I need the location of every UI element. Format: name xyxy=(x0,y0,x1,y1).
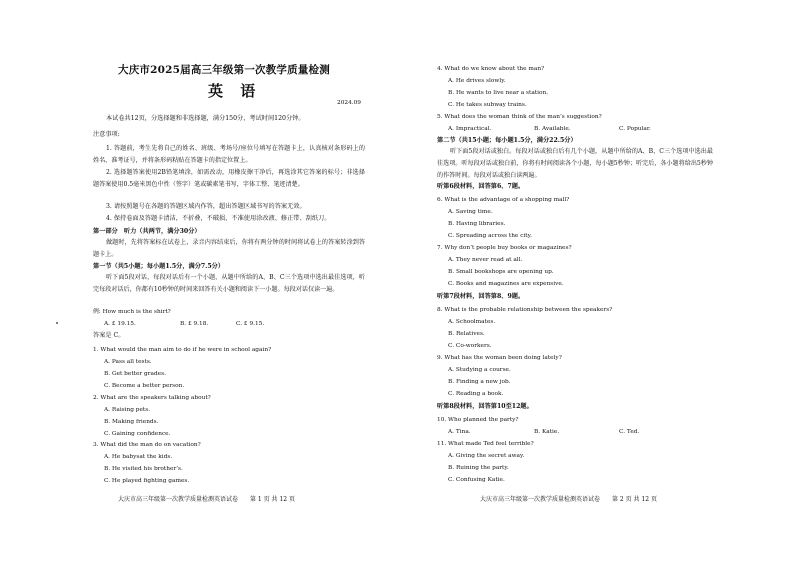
q6-option-a: A. Saving time. xyxy=(448,209,493,215)
q4-option-c: C. He takes subway trains. xyxy=(448,102,527,108)
q1-option-a: A. Pass all tests. xyxy=(104,359,152,365)
page-right xyxy=(397,0,794,562)
page-footer-1: 大庆市高三年级第一次教学质量检测英语试卷 第 1 页 共 12 页 xyxy=(118,496,295,503)
q2-option-c: C. Gaining confidence. xyxy=(104,431,171,437)
material-7-heading: 听第7段材料，回答第8、9题。 xyxy=(437,293,525,300)
part1-heading: 第一部分 听力（共两节，满分30分） xyxy=(93,228,201,235)
q10-option-c: C. Ted. xyxy=(619,429,640,435)
question-3: 3. What did the man do on vacation? xyxy=(93,442,201,448)
question-9: 9. What has the woman been doing lately? xyxy=(437,355,562,361)
intro-text: 本试卷共12页，分选择题和非选择题，满分150分，考试时间120分钟。 xyxy=(106,115,305,122)
q5-option-a: A. Impractical. xyxy=(448,126,492,132)
q4-option-a: A. He drives slowly. xyxy=(448,78,506,84)
question-2: 2. What are the speakers talking about? xyxy=(93,395,211,401)
subject-title: 英 语 xyxy=(208,82,262,100)
example-option-c: C. £ 9.15. xyxy=(236,321,265,327)
q4-option-b: B. He wants to live near a station. xyxy=(448,90,549,96)
question-11: 11. What made Ted feel terrible? xyxy=(437,441,534,447)
material-6-heading: 听第6段材料，回答第6、7题。 xyxy=(437,183,525,190)
q7-option-a: A. They never read at all. xyxy=(448,257,523,263)
q8-option-a: A. Schoolmates. xyxy=(448,319,496,325)
question-4: 4. What do we know about the man? xyxy=(437,66,545,72)
q6-option-b: B. Having libraries. xyxy=(448,221,506,227)
q10-option-b: B. Katie. xyxy=(534,429,560,435)
q2-option-a: A. Raising pets. xyxy=(104,407,151,413)
q5-option-c: C. Popular. xyxy=(619,126,651,132)
question-10: 10. Who planned the party? xyxy=(437,417,519,423)
q11-option-a: A. Giving the secret away. xyxy=(448,453,525,459)
q1-option-b: B. Get better grades. xyxy=(104,371,166,377)
q8-option-c: C. Co-workers. xyxy=(448,343,492,349)
example-question: 例: How much is the shirt? xyxy=(93,309,171,315)
material-8-heading: 听第8段材料，回答第10至12题。 xyxy=(437,403,533,410)
q8-option-b: B. Relatives. xyxy=(448,331,485,337)
sec2-heading: 第二节（共15小题；每小题1.5分，满分22.5分） xyxy=(437,137,577,144)
q3-option-a: A. He babysat the kids. xyxy=(104,454,173,460)
question-7: 7. Why don’t people buy books or magazines? xyxy=(437,245,572,251)
example-option-a: A. £ 19.15. xyxy=(104,321,136,327)
notes-heading: 注意事项: xyxy=(93,131,120,138)
q7-option-b: B. Small bookshops are opening up. xyxy=(448,269,554,275)
q3-option-c: C. He played fighting games. xyxy=(104,478,190,484)
exam-title: 大庆市2025届高三年级第一次教学质量检测 xyxy=(118,64,330,76)
q9-option-a: A. Studying a course. xyxy=(448,367,511,373)
sec2-desc: 听下面5段对话或独白。每段对话或独白后有几个小题，从题中所给的A、B、C三个选项中选出最佳选项。听每段对话或独白前，你将有时间阅读各个小题，每小题5秒钟；听完后，各小题将给出5秒钟的作答时间。每段对话或独白读两遍。 xyxy=(437,148,713,179)
question-8: 8. What is the probable relationship between the speakers? xyxy=(437,307,613,313)
q1-option-c: C. Become a better person. xyxy=(104,383,185,389)
q9-option-c: C. Reading a book. xyxy=(448,391,504,397)
question-6: 6. What is the advantage of a shopping mall? xyxy=(437,197,570,203)
note-3: 3. 请按照题号在各题的答题区域内作答，超出答题区域书写的答案无效。 xyxy=(106,203,306,210)
q9-option-b: B. Finding a new job. xyxy=(448,379,511,385)
q2-option-b: B. Making friends. xyxy=(104,419,159,425)
sec1-heading: 第一节（共5小题；每小题1.5分，满分7.5分） xyxy=(93,263,225,270)
q5-option-b: B. Available. xyxy=(534,126,571,132)
question-1: 1. What would the man aim to do if he were in school again? xyxy=(93,347,272,353)
sec1-desc: 听下面5段对话，每段对话后有一个小题，从题中所给的A、B、C三个选项中选出最佳选项，听完每段对话后，你都有10秒钟的时间来回答有关小题和阅读下一小题。每段对话仅读一遍。 xyxy=(93,274,365,293)
part1-desc: 做题时，先将答案标在试卷上，录音内容结束后，你将有两分钟的时间将试卷上的答案转涂到答题卡上。 xyxy=(93,239,365,258)
example-option-b: B. £ 9.18. xyxy=(180,321,209,327)
q11-option-c: C. Confusing Katie. xyxy=(448,477,505,483)
q11-option-b: B. Ruining the party. xyxy=(448,465,509,471)
exam-date: 2024.09 xyxy=(337,100,361,106)
q6-option-c: C. Spreading across the city. xyxy=(448,233,532,239)
q3-option-b: B. He visited his brother’s. xyxy=(104,466,183,472)
q7-option-c: C. Books and magazines are expensive. xyxy=(448,281,564,287)
binding-mark xyxy=(56,322,58,324)
question-5: 5. What does the woman think of the man’s suggestion? xyxy=(437,114,602,120)
note-1: 1. 答题前，考生先将自己的姓名、班级、考场号/座位号填写在答题卡上，认真核对条形码上的姓名、准考证号，并将条形码粘贴在答题卡的指定位置上。 xyxy=(93,145,365,164)
note-2: 2. 选择题答案使用2B铅笔填涂，如需改动，用橡皮擦干净后，再选涂其它答案的标号；非选择题答案使用0.5毫米黑色中性（签字）笔或碳素笔书写，字体工整、笔迹清楚。 xyxy=(93,169,365,188)
page-footer-2: 大庆市高三年级第一次教学质量检测英语试卷 第 2 页 共 12 页 xyxy=(480,496,657,503)
q10-option-a: A. Tina. xyxy=(448,429,471,435)
example-answer: 答案是 C。 xyxy=(93,332,125,339)
note-4: 4. 保持卷面及答题卡清洁，不折叠，不破损，不准使用涂改液、修正带、刮纸刀。 xyxy=(106,215,331,222)
